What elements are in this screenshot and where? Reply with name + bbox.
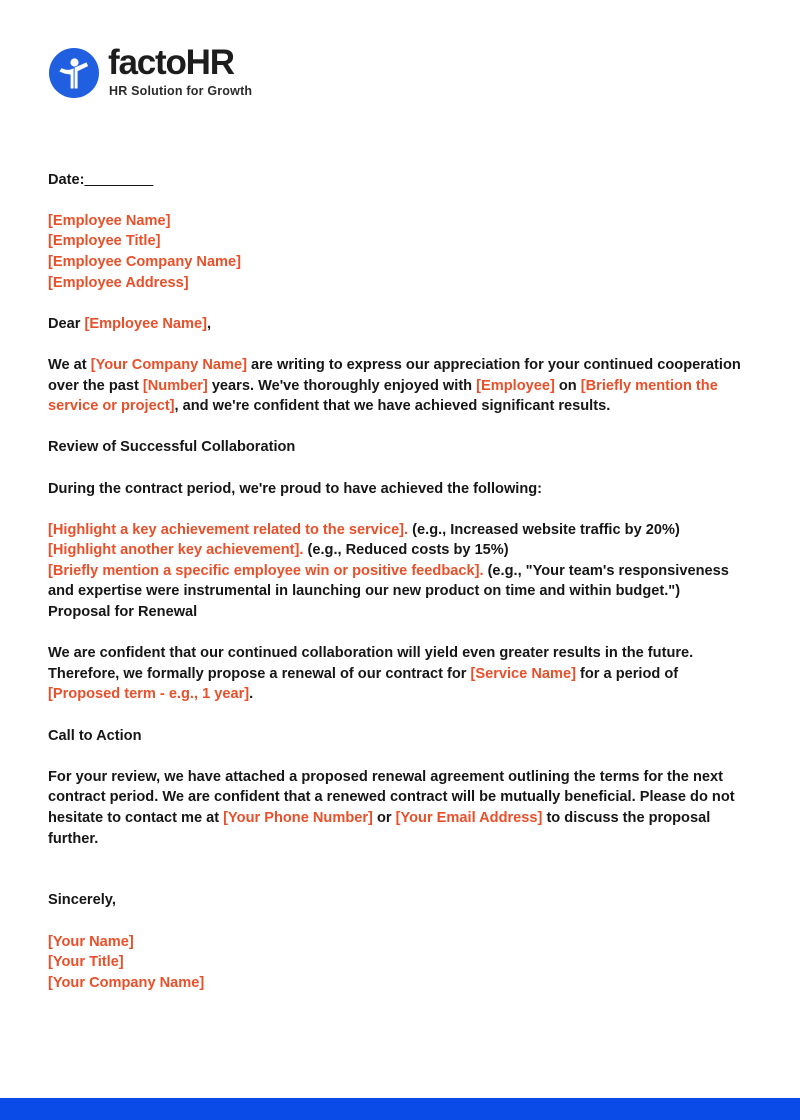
signature-your-name: [Your Name]	[48, 933, 134, 950]
date-blank-field[interactable]: _________	[84, 171, 154, 188]
proposal-paragraph	[48, 643, 742, 705]
review-heading: Review of Successful Collaboration	[48, 439, 296, 456]
achievement-item	[48, 520, 742, 541]
achievement-example: (e.g., "Your team's responsiveness and expertise were instrumental in launching our new product on time and within budget.")	[48, 562, 729, 600]
brand-wordmark: factoHR	[108, 43, 234, 82]
achievement-placeholder: [Briefly mention a specific employee win or positive feedback].	[48, 562, 484, 579]
intro-service-placeholder: [Briefly mention the service or project]	[48, 377, 718, 415]
closing-line: Sincerely,	[48, 892, 116, 909]
proposal-text-2: for a period of	[575, 665, 679, 682]
salutation	[48, 314, 742, 335]
review-intro: During the contract period, we're proud to have achieved the following:	[48, 480, 543, 497]
cta-text-3: to discuss the proposal further.	[48, 810, 711, 847]
date-line	[48, 170, 742, 191]
recipient-block	[48, 211, 742, 293]
recipient-employee-company: [Employee Company Name]	[48, 253, 242, 270]
proposal-service-placeholder: [Service Name]	[470, 665, 576, 682]
proposal-text-3: .	[249, 686, 254, 703]
factohr-person-circle-icon	[48, 47, 100, 99]
intro-text-1: We at	[48, 356, 91, 373]
signature-your-company: [Your Company Name]	[48, 974, 205, 991]
cta-heading: Call to Action	[48, 727, 142, 744]
recipient-employee-title: [Employee Title]	[48, 233, 161, 250]
brand-logo	[48, 45, 252, 99]
signature-your-title: [Your Title]	[48, 954, 124, 971]
recipient-employee-address: [Employee Address]	[48, 274, 189, 291]
achievement-item	[48, 540, 742, 561]
salutation-name-placeholder: [Employee Name]	[84, 315, 207, 332]
salutation-greeting: Dear	[48, 315, 85, 332]
brand-text	[108, 45, 252, 98]
footer-bar	[0, 1098, 800, 1120]
intro-text-5: , and we're confident that we have achieved significant results.	[174, 398, 611, 415]
intro-company-placeholder: [Your Company Name]	[90, 356, 247, 373]
proposal-text-1: We are confident that our continued collaboration will yield even greater results in the future. Therefore, we formally propose a renewal of our contract for	[48, 645, 694, 682]
intro-paragraph	[48, 355, 742, 417]
cta-email-placeholder: [Your Email Address]	[395, 810, 543, 826]
achievement-example: (e.g., Reduced costs by 15%)	[303, 542, 509, 559]
achievement-example: (e.g., Increased website traffic by 20%)	[408, 521, 680, 538]
achievement-placeholder: [Highlight another key achievement].	[48, 542, 304, 559]
cta-text-2: or	[372, 810, 396, 826]
intro-text-3: years. We've thoroughly enjoyed with	[207, 377, 477, 394]
intro-number-placeholder: [Number]	[142, 377, 208, 394]
proposal-heading: Proposal for Renewal	[48, 604, 198, 621]
achievement-item	[48, 561, 742, 602]
cta-phone-placeholder: [Your Phone Number]	[223, 810, 373, 826]
signature-block	[48, 932, 742, 994]
letter-body	[48, 155, 742, 993]
intro-text-2: are writing to express our appreciation for your continued cooperation over the past	[48, 356, 741, 394]
proposal-term-placeholder: [Proposed term - e.g., 1 year]	[48, 686, 250, 703]
achievement-placeholder: [Highlight a key achievement related to the service].	[48, 521, 409, 538]
intro-text-4: on	[554, 377, 581, 394]
cta-paragraph	[48, 767, 742, 849]
salutation-comma: ,	[206, 315, 212, 332]
cta-text-1: For your review, we have attached a proposed renewal agreement outlining the terms for the next contract period. We are confident that a renewed contract will be mutually beneficial. Please do not hesitate to contact me at	[48, 768, 735, 826]
brand-tagline: HR Solution for Growth	[109, 83, 253, 98]
date-label: Date:	[48, 171, 85, 188]
intro-employee-placeholder: [Employee]	[476, 377, 555, 394]
recipient-employee-name: [Employee Name]	[48, 212, 171, 229]
